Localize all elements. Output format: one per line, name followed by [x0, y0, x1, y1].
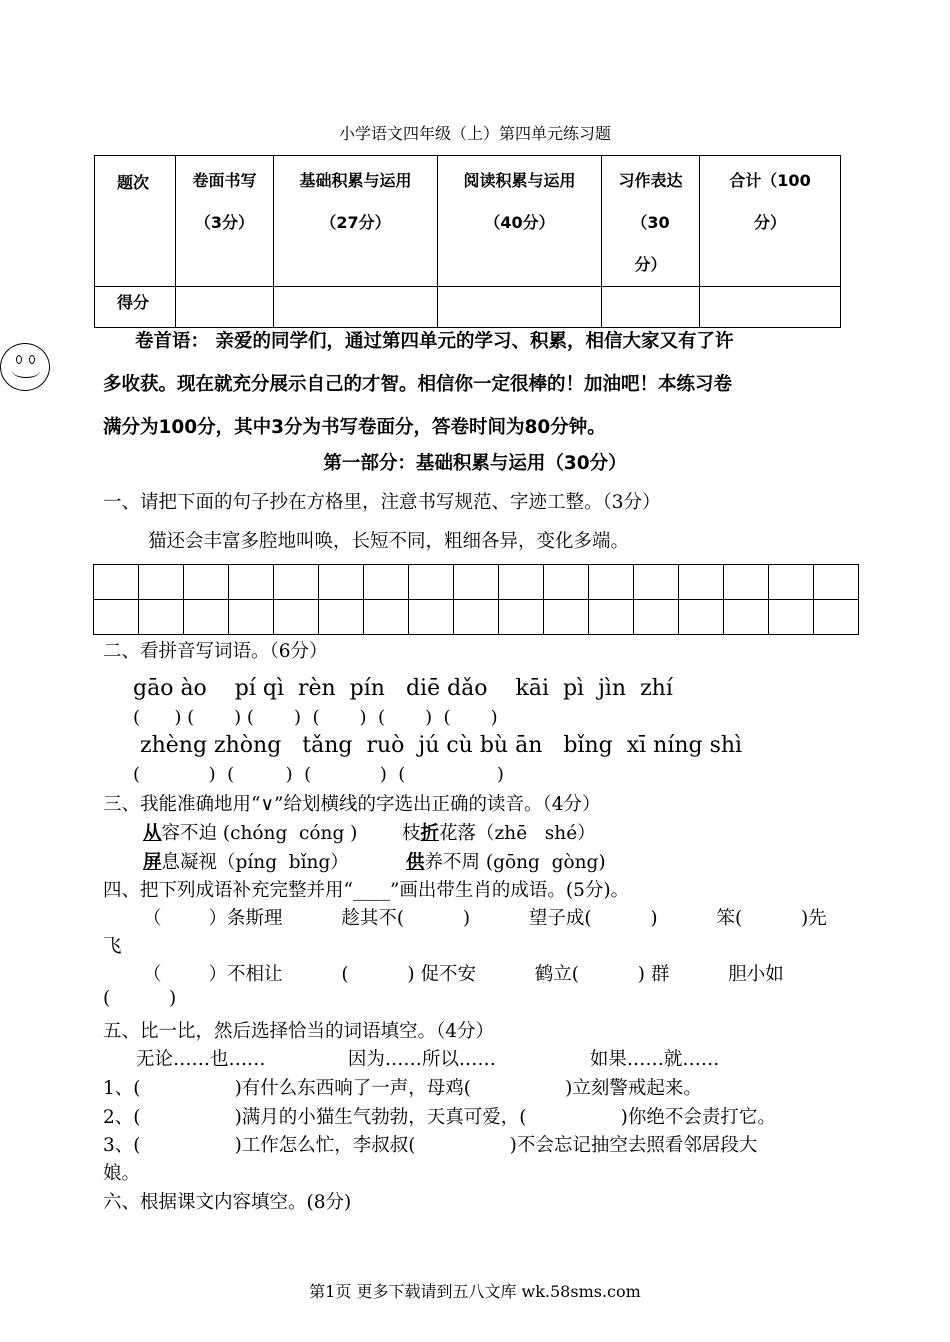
q4-row1-cont: 飞: [103, 936, 122, 957]
part1-heading: 第一部分：基础积累与运用（30分）: [323, 453, 627, 474]
q5-sentence-2[interactable]: 2、( )满月的小猫生气勃勃，天真可爱，( )你绝不会责打它。: [103, 1107, 776, 1128]
q5-title: 五、比一比，然后选择恰当的词语填空。（4分）: [103, 1021, 495, 1042]
q3-item1[interactable]: 从容不迫 (chóng cóng ): [143, 823, 358, 844]
q5-options: 无论……也…… 因为……所以…… 如果……就……: [136, 1049, 720, 1070]
page-title: 小学语文四年级（上）第四单元练习题: [338, 124, 611, 143]
smiley-icon: [0, 343, 50, 391]
score-header-basics: 基础积累与运用 （27分）: [274, 156, 438, 287]
q3-item4[interactable]: 供养不周 (gōng gòng): [406, 852, 606, 873]
q4-row2-cont[interactable]: ( ): [103, 988, 177, 1009]
score-header-composition: 习作表达 （30 分）: [602, 156, 700, 287]
q2-pinyin-row1: gāo ào pí qì rèn pín diē dǎo kāi pì jìn zhí: [133, 676, 673, 701]
q3-item2[interactable]: 枝折花落（zhē shé）: [402, 823, 596, 844]
score-header-reading: 阅读积累与运用 （40分）: [438, 156, 602, 287]
score-header-writing: 卷面书写 （3分）: [176, 156, 274, 287]
q1-title: 一、请把下面的句子抄在方格里，注意书写规范、字迹工整。（3分）: [103, 492, 661, 513]
score-table: [94, 155, 841, 328]
q2-answer-row1[interactable]: ( ) ( ) ( ) ( ) ( ) ( ): [133, 707, 498, 728]
q3-item3[interactable]: 屏息凝视（píng bǐng）: [143, 852, 349, 873]
q4-row2[interactable]: （ ）不相让 ( ) 促不安 鹤立( ) 群 胆小如: [143, 964, 784, 985]
intro-paragraph: 卷首语： 亲爱的同学们，通过第四单元的学习、积累，相信大家又有了许 多收获。现在就充分展示自己的才智。相信你一定很棒的！加油吧！本练习卷 满分为100分，其中3分为书写卷面分，答卷时间为80分钟。: [103, 331, 734, 438]
q5-sentence-3[interactable]: 3、( )工作怎么忙，李叔叔( )不会忘记抽空去照看邻居段大: [103, 1135, 758, 1156]
score-header-total: 合计（100 分）: [700, 156, 841, 287]
score-header-item: 题次: [95, 156, 176, 287]
q2-answer-row2[interactable]: ( ) ( ) ( ) ( ): [133, 764, 504, 785]
q5-sentence-3-cont: 娘。: [103, 1163, 141, 1184]
q3-title: 三、我能准确地用“∨”给划横线的字选出正确的读音。（4分）: [103, 794, 601, 815]
q2-title: 二、看拼音写词语。（6分）: [103, 641, 328, 662]
q2-pinyin-row2: zhèng zhòng tǎng ruò jú cù bù ān bǐng xī níng shì: [140, 733, 743, 758]
q6-title: 六、根据课文内容填空。(8分): [103, 1192, 352, 1213]
q4-title: 四、把下列成语补充完整并用“____”画出带生肖的成语。(5分)。: [103, 880, 630, 901]
q4-row1[interactable]: （ ）条斯理 趁其不( ) 望子成( ) 笨( )先: [143, 908, 827, 929]
writing-grid[interactable]: [93, 564, 859, 635]
page-footer: 第1页 更多下载请到五八文库 wk.58sms.com: [309, 1282, 641, 1301]
q1-sentence: 猫还会丰富多腔地叫唤，长短不同，粗细各异，变化多端。: [148, 531, 630, 552]
q5-sentence-1[interactable]: 1、( )有什么东西响了一声，母鸡( )立刻警戒起来。: [103, 1078, 702, 1099]
score-row-label: 得分: [95, 287, 176, 328]
